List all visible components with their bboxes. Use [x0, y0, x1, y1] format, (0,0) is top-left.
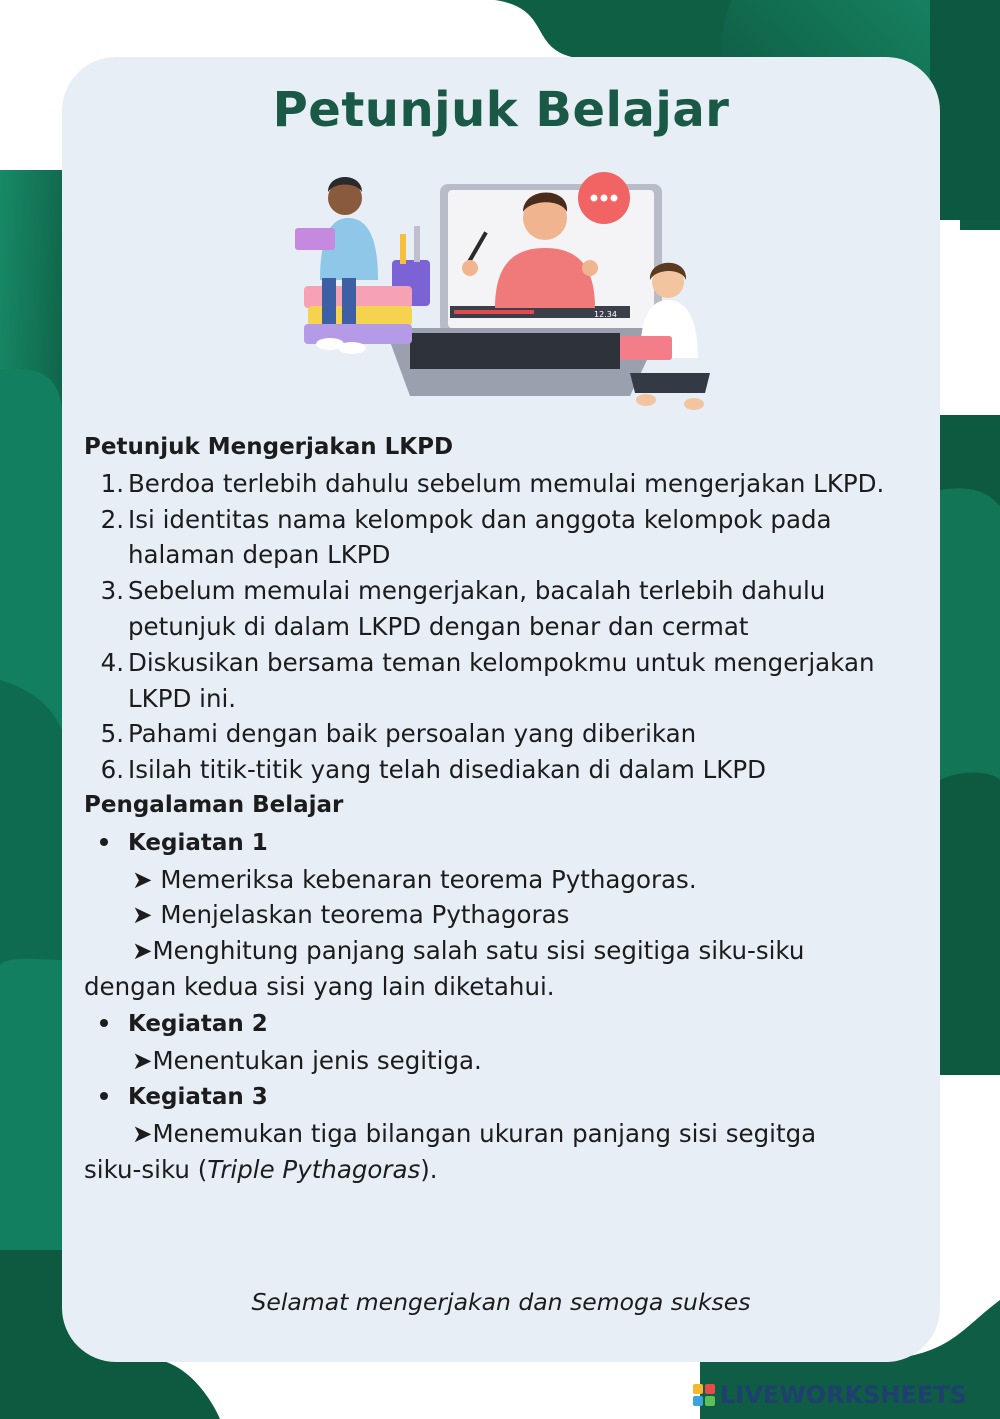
activities-list: [84, 1005, 944, 1043]
activity-point: ➤ Memeriksa kebenaran teorema Pythagoras.: [132, 864, 697, 894]
video-timestamp: 12.34: [594, 310, 617, 319]
list-item: 3. Sebelum memulai mengerjakan, bacalah terlebih dahulu petunjuk di dalam LKPD dengan benar dan cermat: [100, 576, 826, 641]
list-item: [84, 1005, 944, 1043]
online-learning-illustration: [290, 168, 720, 418]
bullet-icon: [100, 1019, 108, 1027]
activity-point: ➤Menghitung panjang salah satu sisi segitiga siku-siku dengan kedua sisi yang lain diketahui.: [84, 936, 805, 1001]
list-item: [84, 1078, 944, 1116]
closing-message: Selamat mengerjakan dan semoga sukses: [251, 1288, 751, 1316]
activity-point: ➤ Menjelaskan teorema Pythagoras: [132, 900, 570, 930]
bullet-icon: [100, 838, 108, 846]
activity-point: ➤Menentukan jenis segitiga.: [132, 1045, 482, 1075]
activities-list: [84, 1078, 944, 1116]
activities-list: [84, 824, 944, 862]
section-heading-petunjuk: Petunjuk Mengerjakan LKPD: [84, 434, 454, 460]
instructions-list: [84, 466, 944, 788]
list-item: 5. Pahami dengan baik persoalan yang diberikan: [100, 719, 697, 749]
liveworksheets-logo[interactable]: [692, 1378, 967, 1412]
liveworksheets-grid-icon: [692, 1383, 716, 1407]
activity-label: Kegiatan 3: [128, 1084, 268, 1111]
section-heading-pengalaman: Pengalaman Belajar: [84, 791, 344, 818]
list-item: 2. Isi identitas nama kelompok dan anggota kelompok pada halaman depan LKPD: [100, 504, 832, 570]
brand-name: LIVEWORKSHEETS: [720, 1381, 967, 1409]
instructions-content: [84, 430, 944, 1188]
bullet-icon: [100, 1092, 108, 1100]
list-item: 6. Isilah titik-titik yang telah disediakan di dalam LKPD: [100, 755, 766, 785]
activity-point: ➤Menemukan tiga bilangan ukuran panjang sisi segitga siku-siku (Triple Pythagoras).: [84, 1119, 817, 1184]
activity-label: Kegiatan 1: [128, 829, 268, 856]
list-item: 4. Diskusikan bersama teman kelompokmu untuk mengerjakan LKPD ini.: [100, 647, 875, 713]
list-item: [84, 824, 944, 862]
list-item: 1. Berdoa terlebih dahulu sebelum memulai mengerjakan LKPD.: [100, 468, 885, 498]
activity-label: Kegiatan 2: [128, 1010, 268, 1037]
page-title: Petunjuk Belajar: [272, 82, 730, 138]
